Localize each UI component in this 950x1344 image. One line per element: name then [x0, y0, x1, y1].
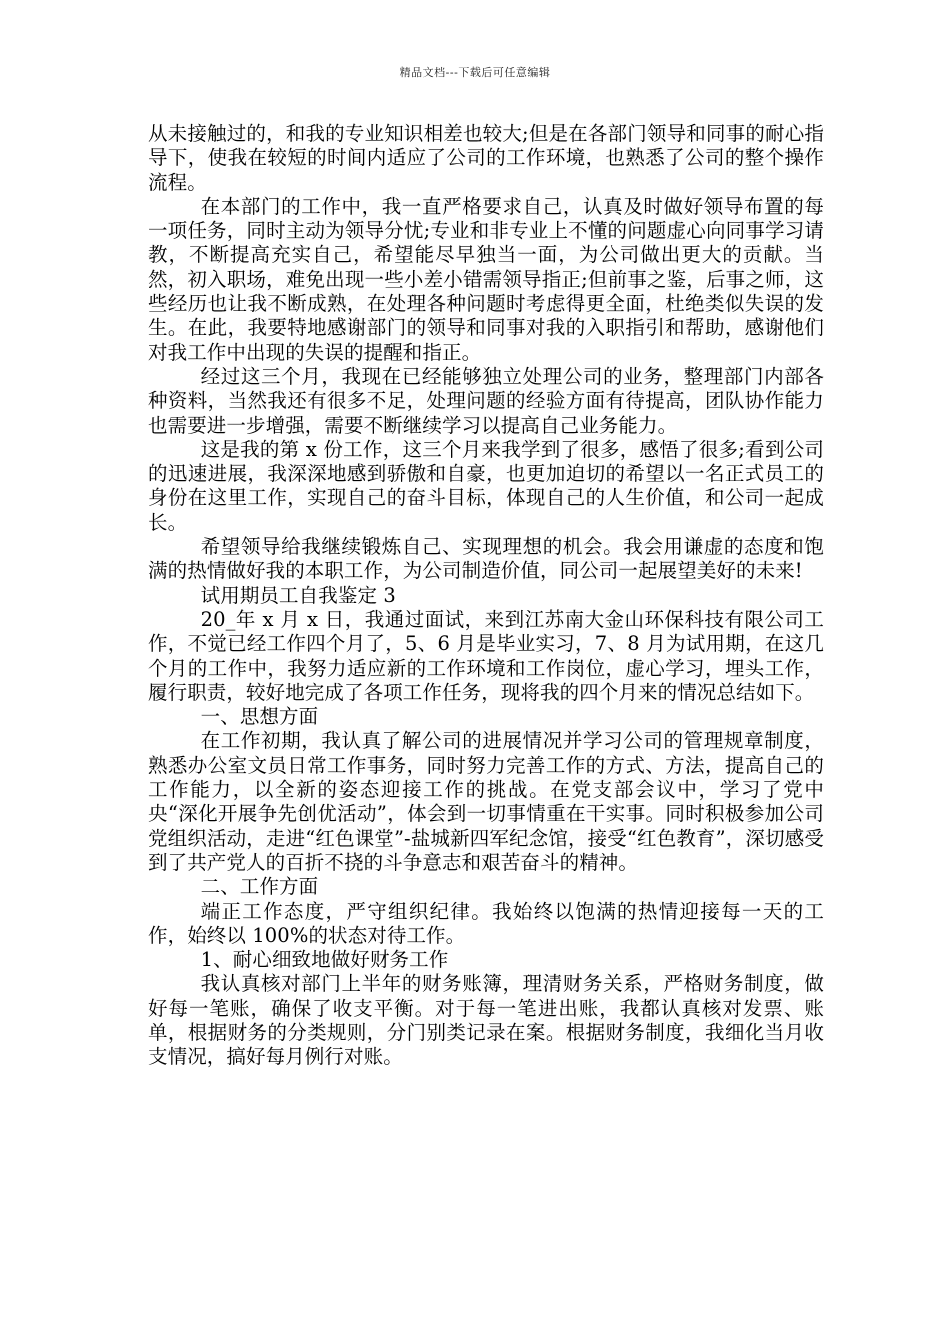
section-heading: 二、工作方面: [200, 875, 319, 899]
paragraph: 经过这三个月，我现在已经能够独立处理公司的业务，整理部门内部各种资料，当然我还有很多不足，处理问题的经验方面有待提高，团队协作能力也需要进一步增强，需要不断继续学习以提高自己业务能力。: [148, 364, 824, 437]
section-heading: 一、思想方面: [200, 705, 319, 729]
paragraph: 20_年 x 月 x 日，我通过面试，来到江苏南大金山环保科技有限公司工作，不觉已经工作四个月了，5、6 月是毕业实习，7、8 月为试用期，在这几个月的工作中，我努力适应新的工作环境和工作岗位，虚心学习，埋头工作，履行职责，较好地完成了各项工作任务，现将我的四个月来的情况总结如下。: [148, 607, 824, 704]
section-title: 试用期员工自我鉴定 3: [200, 583, 396, 607]
paragraph: 端正工作态度，严守组织纪律。我始终以饱满的热情迎接每一天的工作，始终以 100%的状态对待工作。: [148, 899, 824, 947]
paragraph: 我认真核对部门上半年的财务账簿，理清财务关系，严格财务制度，做好每一笔账，确保了收支平衡。对于每一笔进出账，我都认真核对发票、账单，根据财务的分类规则，分门别类记录在案。根据财务制度，我细化当月收支情况，搞好每月例行对账。: [148, 972, 824, 1069]
page-header: 精品文档---下载后可任意编辑: [399, 66, 551, 79]
paragraph: 这是我的第 x 份工作，这三个月来我学到了很多，感悟了很多;看到公司的迅速进展，我深深地感到骄傲和自豪，也更加迫切的希望以一名正式员工的身份在这里工作，实现自己的奋斗目标，体现自己的人生价值，和公司一起成长。: [148, 437, 824, 534]
paragraph: 在工作初期，我认真了解公司的进展情况并学习公司的管理规章制度，熟悉办公室文员日常工作事务，同时努力完善工作的方式、方法，提高自己的工作能力，以全新的姿态迎接工作的挑战。在党支部会议中，学习了党中央“深化开展争先创优活动”，体会到一切事情重在干实事。同时积极参加公司党组织活动，走进“红色课堂”-盐城新四军纪念馆，接受“红色教育”，深切感受到了共产党人的百折不挠的斗争意志和艰苦奋斗的精神。: [148, 729, 824, 874]
subsection-heading: 1、耐心细致地做好财务工作: [200, 948, 449, 972]
paragraph: 从未接触过的，和我的专业知识相差也较大;但是在各部门领导和同事的耐心指导下，使我在较短的时间内适应了公司的工作环境，也熟悉了公司的整个操作流程。: [148, 122, 824, 194]
paragraph: 在本部门的工作中，我一直严格要求自己，认真及时做好领导布置的每一项任务，同时主动为领导分忧;专业和非专业上不懂的问题虚心向同事学习请教，不断提高充实自己，希望能尽早独当一面，为公司做出更大的贡献。当然，初入职场，难免出现一些小差小错需领导指正;但前事之鉴，后事之师，这些经历也让我不断成熟，在处理各种问题时考虑得更全面，杜绝类似失误的发生。在此，我要特地感谢部门的领导和同事对我的入职指引和帮助，感谢他们对我工作中出现的失误的提醒和指正。: [148, 194, 824, 364]
paragraph: 希望领导给我继续锻炼自己、实现理想的机会。我会用谦虚的态度和饱满的热情做好我的本职工作，为公司制造价值，同公司一起展望美好的未来!: [148, 535, 824, 583]
document-body: [148, 122, 824, 1070]
